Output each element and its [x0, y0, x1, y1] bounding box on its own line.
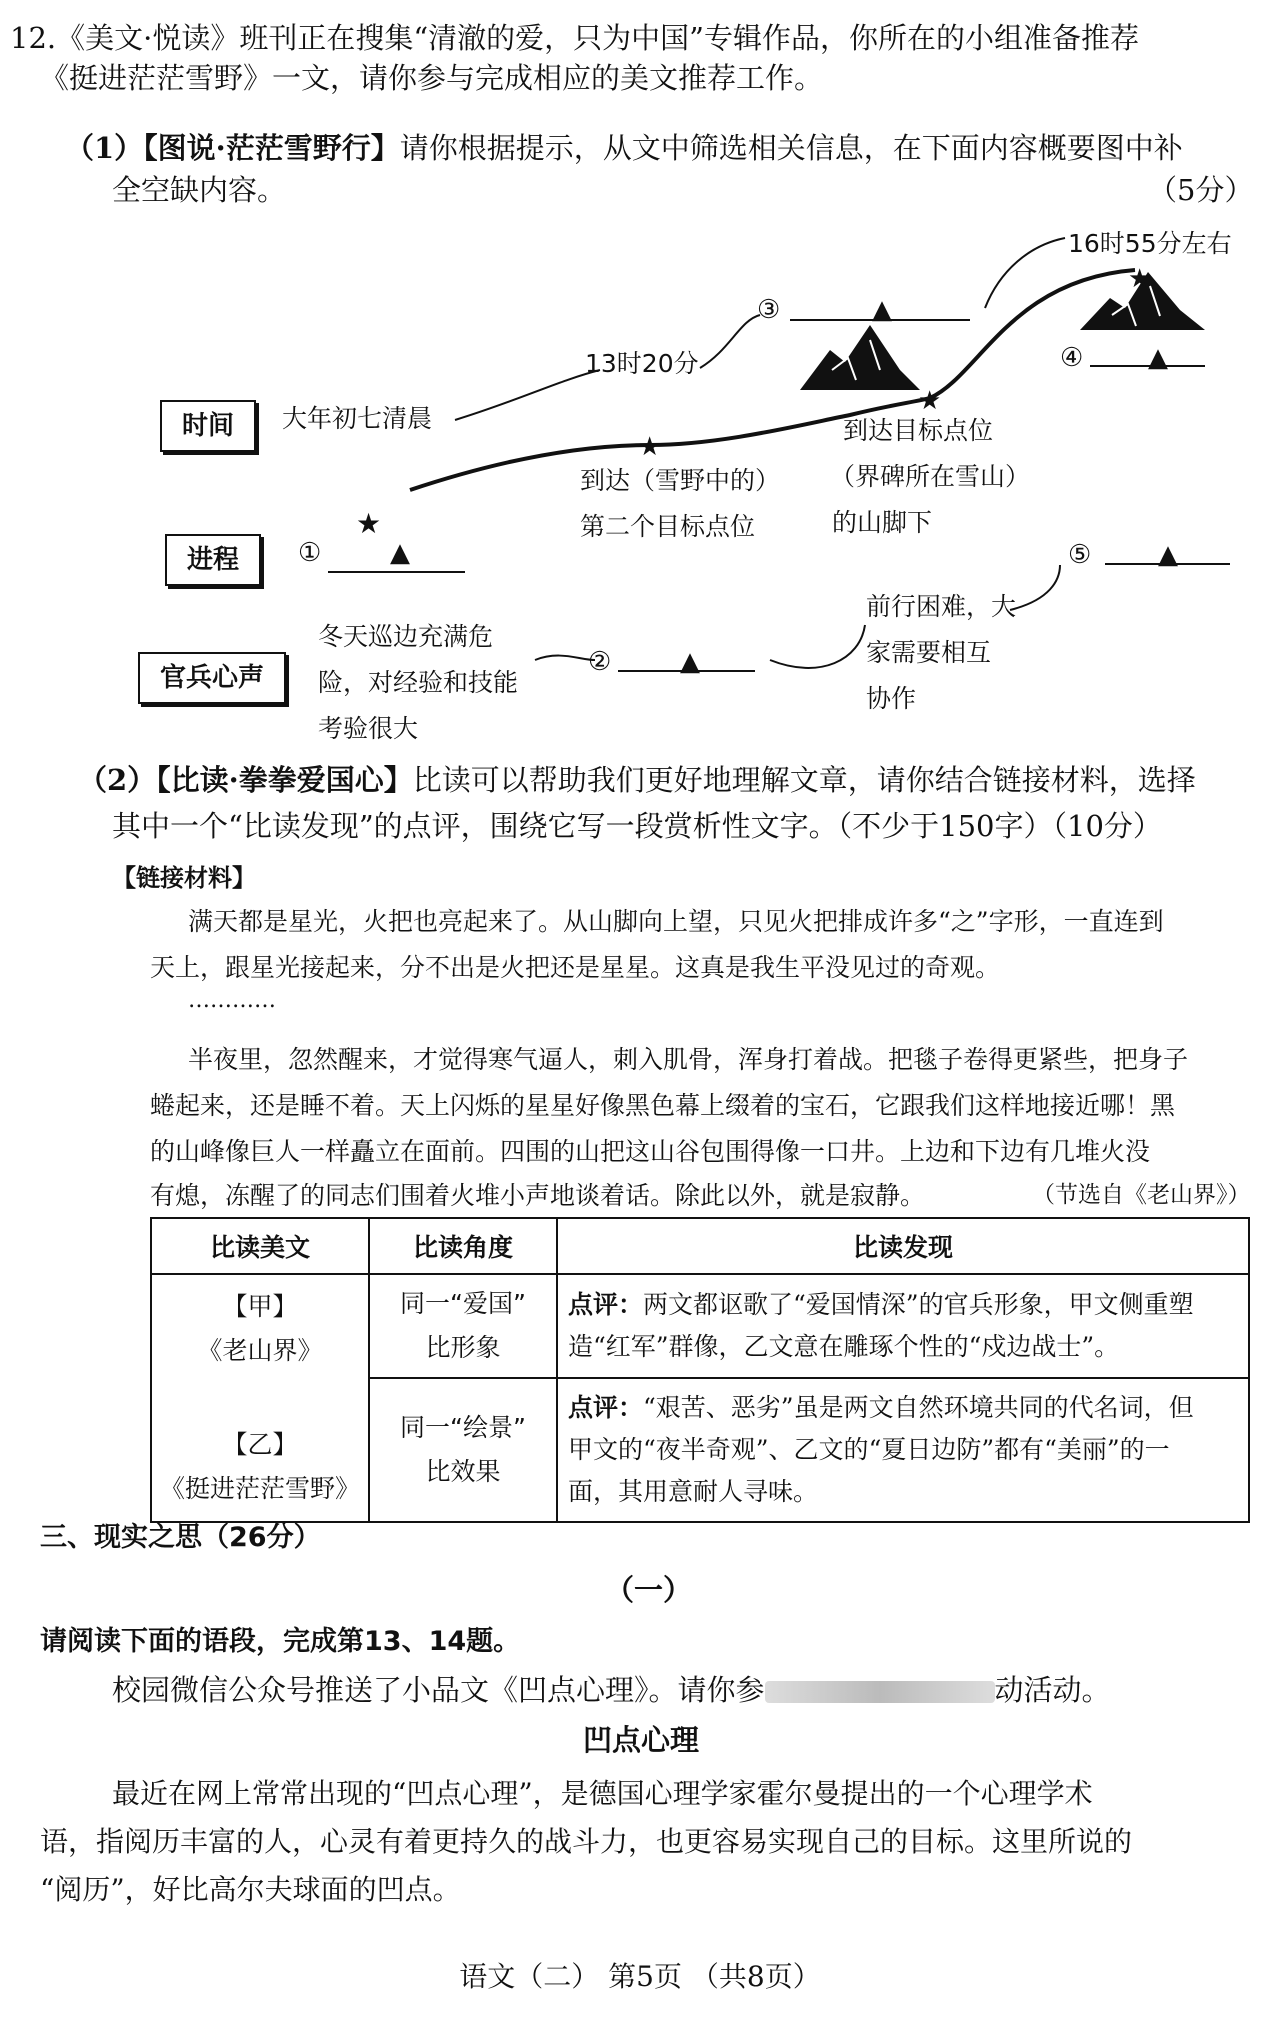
part1-score: （5分） — [1148, 173, 1254, 207]
blank-2: ② ▲ — [588, 647, 700, 677]
table-cell-angle-2: 同一“绘景” 比效果 — [369, 1378, 557, 1522]
star-icon: ★ — [638, 432, 662, 462]
article-p1: 最近在网上常常出现的“凹点心理”，是德国心理学家霍尔曼提出的一个心理学术 — [112, 1777, 1093, 1810]
article-p3: “阅历”，好比高尔夫球面的凹点。 — [40, 1873, 461, 1906]
table-header: 比读发现 — [557, 1218, 1249, 1274]
material-para2-3: 的山峰像巨人一样矗立在面前。四围的山把这山谷包围得像一口井。上边和下边有几堆火没 — [150, 1137, 1151, 1166]
comparison-table — [150, 1217, 1250, 1523]
row-label-time: 时间 — [160, 400, 256, 452]
material-para1-1: 满天都是星光，火把也亮起来了。从山脚向上望，只见火把排成许多“之”字形，一直连到 — [188, 907, 1164, 936]
blank-4: ④ ▲ — [1060, 343, 1168, 373]
article-p2: 语，指阅历丰富的人，心灵有着更持久的战斗力，也更容易实现自己的目标。这里所说的 — [40, 1825, 1133, 1858]
material-para2-4: 有熄，冻醒了的同志们围着火堆小声地谈着话。除此以外，就是寂静。 — [150, 1181, 926, 1210]
material-source: （节选自《老山界》） — [1032, 1182, 1251, 1208]
progress-mid-1: 到达（雪野中的） — [580, 466, 781, 495]
star-icon: ★ — [918, 386, 942, 416]
voice-right-1: 前行困难，大 — [866, 592, 1017, 621]
part1-line — [65, 128, 1183, 168]
connector-line — [1010, 565, 1060, 610]
voice-right-2: 家需要相互 — [866, 638, 992, 667]
table-cell-angle-1: 同一“爱国” 比形象 — [369, 1274, 557, 1378]
material-para1-2: 天上，跟星光接起来，分不出是火把还是星星。这真是我生平没见过的奇观。 — [150, 953, 1001, 982]
progress-mid-2: 第二个目标点位 — [580, 512, 756, 541]
part2-label: （2）【比读·拳拳爱国心】 — [78, 763, 413, 797]
part2-text: 比读可以帮助我们更好地理解文章，请你结合链接材料，选择 — [412, 763, 1196, 797]
time-start: 大年初七清晨 — [282, 404, 433, 433]
voice-left-2: 险，对经验和技能 — [318, 668, 519, 697]
table-row — [151, 1274, 1249, 1378]
section3-instruction: 请阅读下面的语段，完成第13、14题。 — [40, 1626, 521, 1657]
blank-5: ⑤ ▲ — [1068, 540, 1178, 570]
part2-line-2: 其中一个“比读发现”的点评，围绕它写一段赏析性文字。（不少于150字）（10分） — [112, 809, 1162, 843]
table-header: 比读角度 — [369, 1218, 557, 1274]
voice-left-3: 考验很大 — [318, 714, 419, 743]
mountain-icon — [800, 325, 920, 390]
connector-line — [455, 370, 600, 420]
article-title: 凹点心理 — [583, 1723, 700, 1757]
row-label-voice: 官兵心声 — [138, 652, 286, 704]
jia-title: 《老山界》 — [197, 1336, 323, 1365]
part1-label: （1）【图说·茫茫雪野行】 — [65, 131, 400, 165]
redacted-blur — [765, 1681, 995, 1703]
connector-line — [770, 625, 865, 668]
material-para2-2: 蜷起来，还是睡不着。天上闪烁的星星好像黑色幕上缀着的宝石，它跟我们这样地接近哪！黑 — [150, 1091, 1176, 1120]
material-ellipsis: ………… — [188, 988, 276, 1013]
blank-3: ③ ▲ — [757, 295, 892, 325]
progress-right-2: （界碑所在雪山） — [830, 462, 1031, 491]
section3-sub: （一） — [605, 1573, 693, 1607]
material-para2-1: 半夜里，忽然醒来，才觉得寒气逼人，刺入肌骨，浑身打着战。把毯子卷得更紧些，把身子 — [188, 1045, 1189, 1074]
yi-label: 【乙】 — [222, 1430, 298, 1459]
time-1320: 13时20分 — [585, 349, 699, 378]
voice-right-3: 协作 — [866, 684, 917, 713]
connector-line — [535, 656, 595, 660]
section3-intro: 校园微信公众号推送了小品文《凹点心理》。请你参 动活动。 — [112, 1673, 1111, 1707]
table-header-row — [151, 1218, 1249, 1274]
material-title: 【链接材料】 — [112, 864, 256, 892]
jia-label: 【甲】 — [222, 1292, 298, 1321]
star-icon: ★ — [356, 507, 382, 540]
page-footer: 语文（二） 第5页 （共8页） — [459, 1960, 821, 1993]
question-line-1: 12.《美文·悦读》班刊正在搜集“清澈的爱，只为中国”专辑作品，你所在的小组准备推荐 — [10, 21, 1139, 55]
connector-line — [700, 315, 760, 368]
star-icon: ★ — [1128, 264, 1152, 294]
part1-line-2: 全空缺内容。 — [112, 173, 287, 207]
row-label-progress: 进程 — [165, 534, 261, 586]
question-line-2: 《挺进茫茫雪野》一文，请你参与完成相应的美文推荐工作。 — [40, 61, 824, 95]
table-cell-review-1: 点评：两文都讴歌了“爱国情深”的官兵形象，甲文侧重塑 造“红军”群像，乙文意在雕琢个性的“戍边战士”。 — [557, 1274, 1249, 1378]
yi-title: 《挺进茫茫雪野》 — [159, 1474, 360, 1503]
progress-right-3: 的山脚下 — [832, 508, 933, 537]
table-cell-articles — [151, 1274, 369, 1522]
part1-text: 请你根据提示，从文中筛选相关信息，在下面内容概要图中补 — [399, 131, 1183, 165]
part2-line-1 — [78, 760, 1196, 800]
time-1655: 16时55分左右 — [1068, 229, 1232, 258]
progress-right-1: 到达目标点位 — [843, 416, 994, 445]
table-header: 比读美文 — [151, 1218, 369, 1274]
table-cell-review-2: 点评：“艰苦、恶劣”虽是两文自然环境共同的代名词，但 甲文的“夜半奇观”、乙文的“夏日边防”都有“美丽”的一 面，其用意耐人寻味。 — [557, 1378, 1249, 1522]
voice-left-1: 冬天巡边充满危 — [318, 622, 494, 651]
connector-line — [985, 238, 1065, 308]
blank-1: ① ▲ — [298, 538, 410, 568]
section3-title: 三、现实之思（26分） — [40, 1522, 321, 1553]
